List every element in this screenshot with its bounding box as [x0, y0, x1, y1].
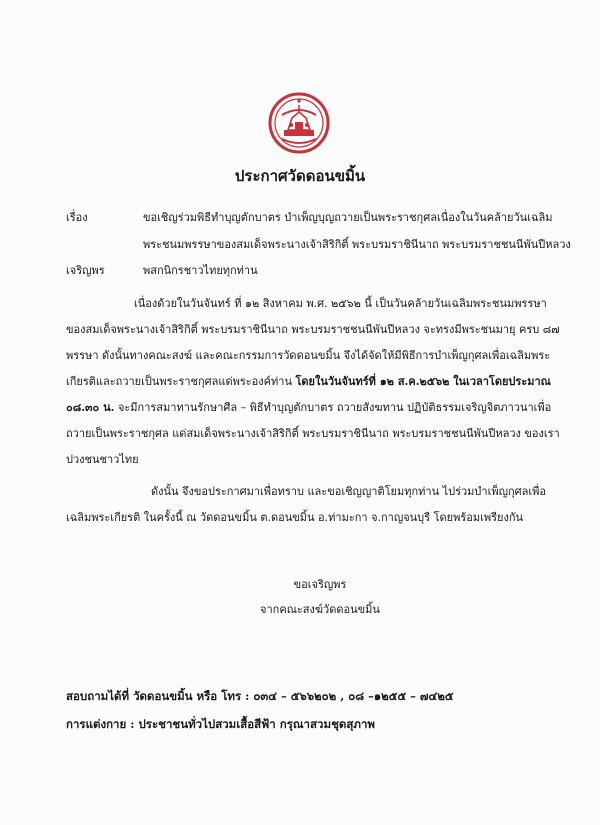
paragraph-1-line-3: พรรษา ดังนั้นทางคณะสงฆ์ และคณะกรรมการวัดดอนขมิ้น จึงได้จัดให้มีพิธีการบำเพ็ญกุศลเพื่อเฉลิมพระ — [66, 349, 551, 362]
closing-signature: จากคณะสงฆ์วัดดอนขมิ้น — [260, 603, 380, 616]
paragraph-1-line-6: ถวายเป็นพระราชกุศล แด่สมเด็จพระนางเจ้าสิริกิติ์ พระบรมราชินีนาถ พระบรมราชชนนีพันปีหลวง ของเรา — [66, 427, 560, 440]
announcement-title: ประกาศวัดดอนขมิ้น — [234, 167, 366, 185]
paragraph-1-line-7: ปวงชนชาวไทย — [66, 453, 139, 466]
paragraph-1-line-4-plain: เกียรติและถวายเป็นพระราชกุศลแด่พระองค์ท่าน — [66, 375, 296, 388]
event-time: ๐๘.๓๐ น. — [66, 401, 115, 414]
closing-greeting: ขอเจริญพร — [293, 578, 347, 591]
paragraph-1-line-1: เนื่องด้วยในวันจันทร์ ที่ ๑๒ สิงหาคม พ.ศ. ๒๕๖๒ นี้ เป็นวันคล้ายวันเฉลิมพระชนมพรรษา — [134, 297, 547, 310]
dress-code: การแต่งกาย : ประชาชนทั่วไปสวมเสื้อสีฟ้า กรุณาสวมชุดสุภาพ — [66, 717, 375, 731]
subject-line-1: ขอเชิญร่วมพิธีทำบุญตักบาตร บำเพ็ญบุญถวายเป็นพระราชกุศลเนื่องในวันคล้ายวันเฉลิม — [143, 211, 553, 224]
paragraph-1-line-4 — [66, 375, 551, 389]
subject-line-2: พระชนมพรรษาของสมเด็จพระนางเจ้าสิริกิติ์ พระบรมราชินีนาถ พระบรมราชชนนีพันปีหลวง — [143, 238, 571, 251]
recipient-text: พสกนิกรชาวไทยทุกท่าน — [143, 264, 258, 277]
paragraph-2-line-2: เฉลิมพระเกียรติ ในครั้งนี้ ณ วัดดอนขมิ้น ต.ดอนขมิ้น อ.ท่ามะกา จ.กาญจนบุรี โดยพร้อมเพรียงกัน — [66, 511, 523, 524]
temple-seal-icon — [268, 92, 330, 154]
paragraph-1-line-5-plain: จะมีการสมาทานรักษาศีล – พิธีทำบุญตักบาตร ถวายสังฆทาน ปฏิบัติธรรมเจริญจิตภาวนาเพื่อ — [114, 401, 552, 414]
event-date-time: โดยในวันจันทร์ที่ ๑๒ ส.ค.๒๕๖๒ ในเวลาโดยประมาณ — [295, 375, 551, 388]
paragraph-1-line-2: ของสมเด็จพระนางเจ้าสิริกิติ์ พระบรมราชินีนาถ พระบรมราชชนนีพันปีหลวง จะทรงมีพระชนมายุ ครบ ๘๗ — [66, 323, 560, 336]
paragraph-2-line-1: ดังนั้น จึงขอประกาศมาเพื่อทราบ และขอเชิญญาติโยมทุกท่าน ไปร่วมบำเพ็ญกุศลเพื่อ — [151, 485, 546, 498]
contact-phone: สอบถามได้ที่ วัดดอนขมิ้น หรือ โทร : ๐๓๔ – ๕๖๖๒๐๒ , ๐๘ –๑๒๕๕ – ๗๔๒๕ — [66, 689, 454, 703]
recipient-label: เจริญพร — [66, 264, 105, 277]
subject-label: เรื่อง — [66, 211, 88, 224]
paragraph-1-line-5 — [66, 401, 551, 415]
